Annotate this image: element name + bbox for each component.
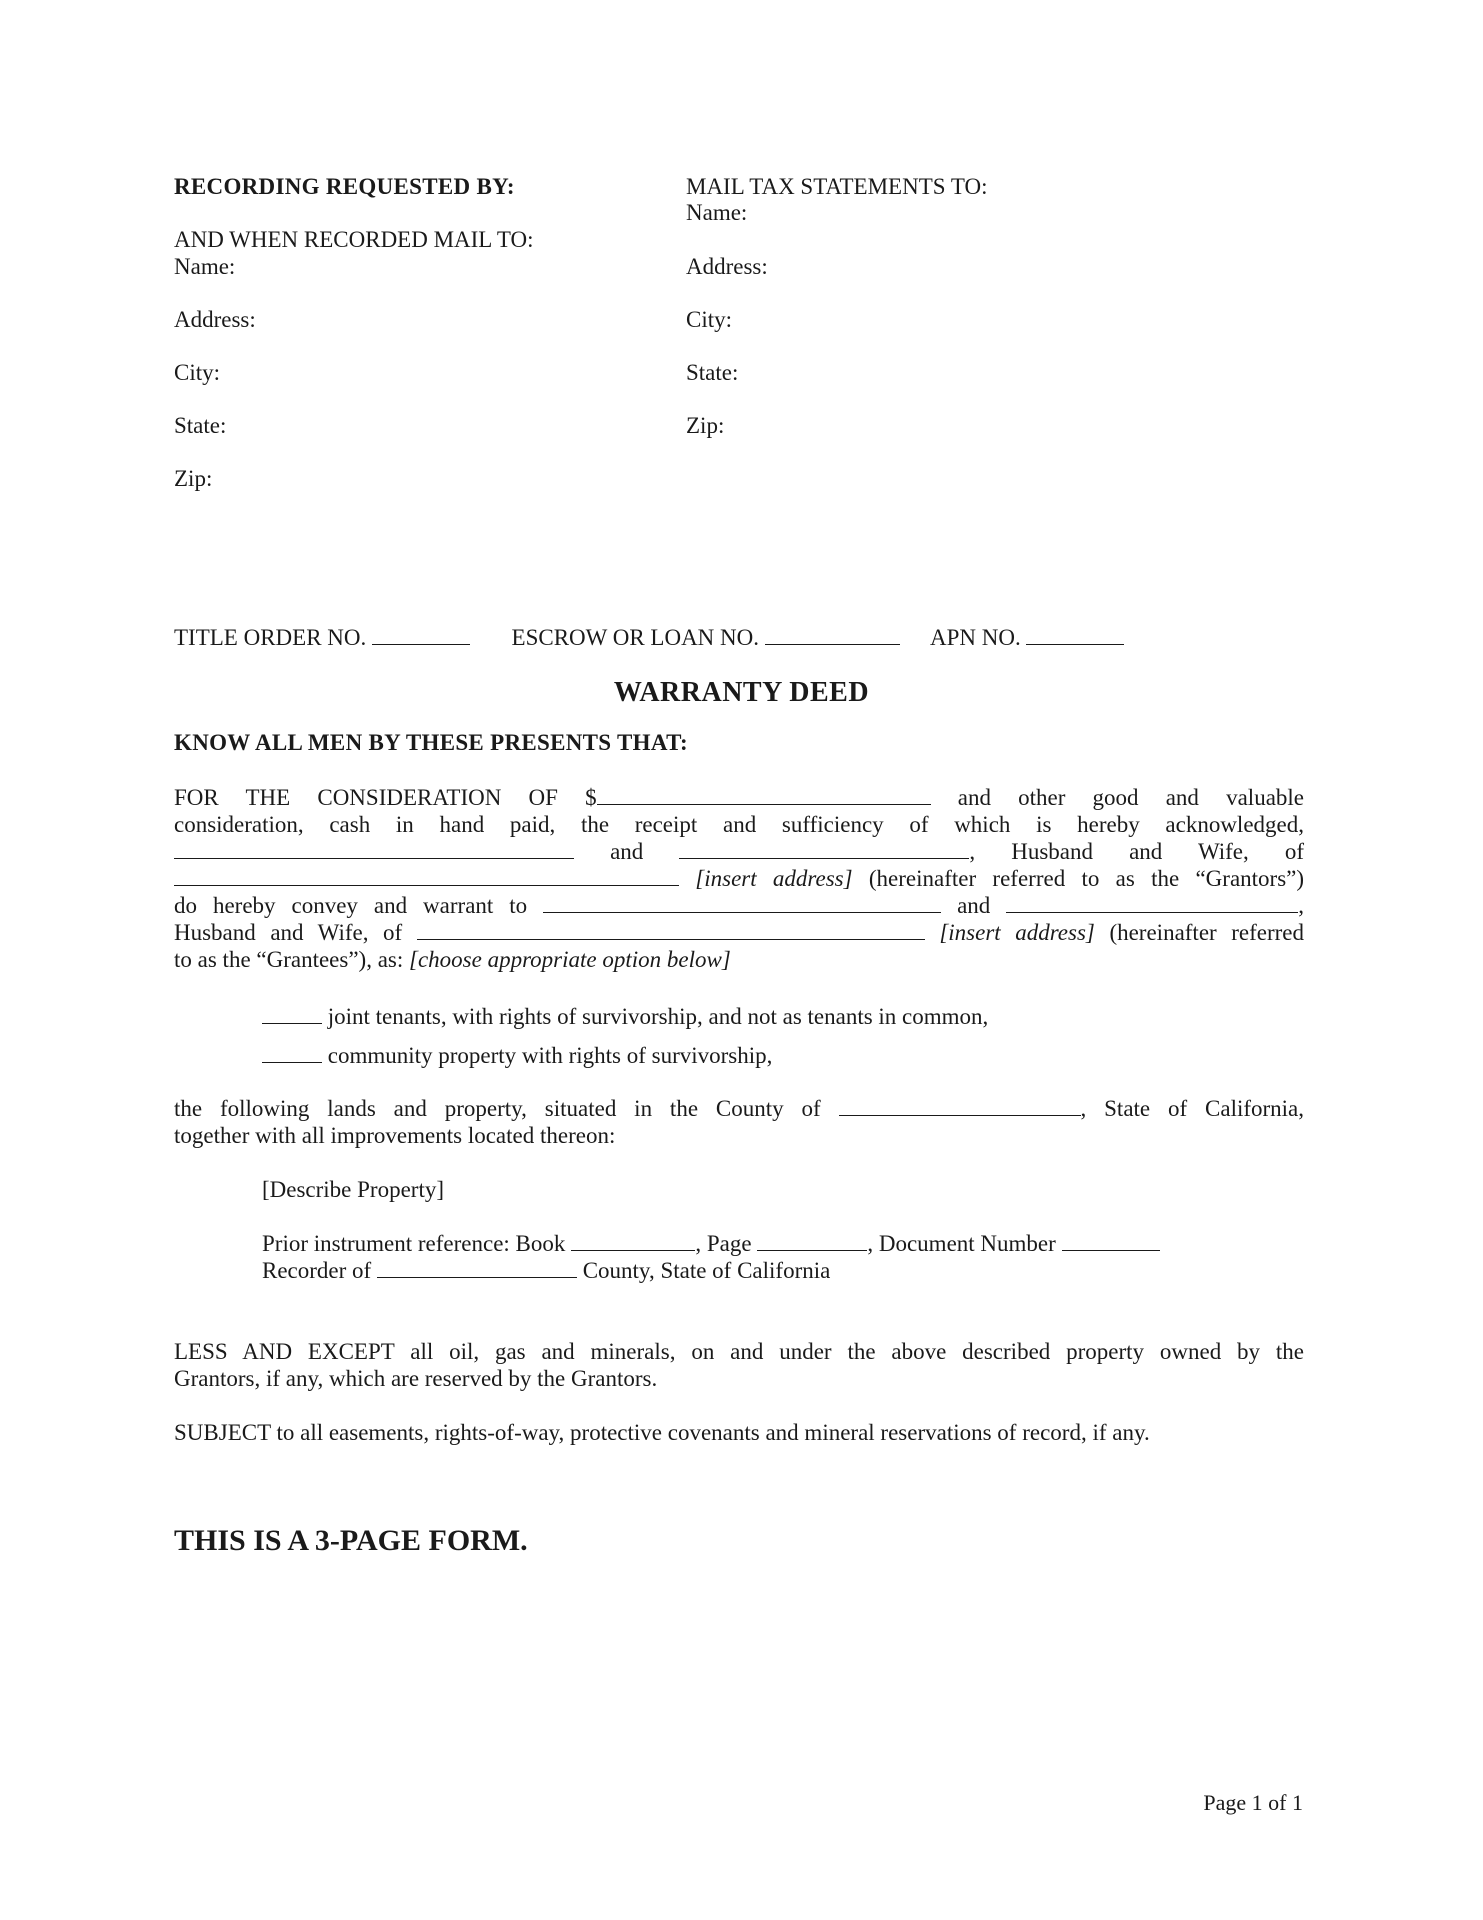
grantee-address-blank[interactable] xyxy=(417,919,925,940)
less-except-line-1: LESS AND EXCEPT all oil, gas and minerals, on and under the above described property owned by the xyxy=(174,1339,1304,1364)
right-state-field: State: xyxy=(686,360,739,385)
consideration-text: FOR THE CONSIDERATION OF $ xyxy=(174,785,597,810)
prior-instrument-line xyxy=(262,1230,1160,1257)
consideration-line-2: consideration, cash in hand paid, the receipt and sufficiency of which is hereby acknowledged, xyxy=(174,812,1304,837)
title-order-blank[interactable] xyxy=(372,624,470,645)
three-page-notice: THIS IS A 3-PAGE FORM. xyxy=(174,1524,528,1557)
option-joint-tenants xyxy=(262,1003,988,1030)
page-blank[interactable] xyxy=(757,1230,867,1251)
page-number: Page 1 of 1 xyxy=(1203,1790,1303,1815)
convey-text: do hereby convey and warrant to xyxy=(174,893,528,918)
recorder-text: Recorder of xyxy=(262,1258,372,1283)
recorder-county-blank[interactable] xyxy=(377,1257,577,1278)
apn-label: APN NO. xyxy=(930,625,1021,650)
escrow-label: ESCROW OR LOAN NO. xyxy=(511,625,760,650)
left-zip-field: Zip: xyxy=(174,466,213,491)
when-recorded-mail-to-label: AND WHEN RECORDED MAIL TO: xyxy=(174,227,534,252)
consideration-amount-blank[interactable] xyxy=(597,784,931,805)
lands-text: the following lands and property, situated in the County of xyxy=(174,1096,821,1121)
know-all-heading: KNOW ALL MEN BY THESE PRESENTS THAT: xyxy=(174,730,688,755)
document-title: WARRANTY DEED xyxy=(613,677,870,708)
consideration-paragraph xyxy=(174,784,1304,973)
subject-paragraph: SUBJECT to all easements, rights-of-way, protective covenants and mineral reservations of record, if any. xyxy=(174,1420,1150,1445)
book-blank[interactable] xyxy=(571,1230,695,1251)
right-zip-field: Zip: xyxy=(686,413,725,438)
prior-book-text: Prior instrument reference: Book xyxy=(262,1231,566,1256)
grantor-2-blank[interactable] xyxy=(679,838,969,859)
consideration-text-b: and other good and valuable xyxy=(957,785,1304,810)
page-text: , Page xyxy=(695,1231,752,1256)
document-number-text: , Document Number xyxy=(867,1231,1056,1256)
recorder-line xyxy=(262,1257,830,1284)
option-text: community property with rights of survivorship, xyxy=(327,1043,773,1068)
lands-paragraph xyxy=(174,1095,1304,1149)
title-order-label: TITLE ORDER NO. xyxy=(174,625,367,650)
left-state-field: State: xyxy=(174,413,227,438)
mail-tax-statements-label: MAIL TAX STATEMENTS TO: xyxy=(686,174,988,199)
insert-address-note: [insert address] xyxy=(939,920,1095,945)
document-number-blank[interactable] xyxy=(1062,1230,1160,1251)
grantor-address-blank[interactable] xyxy=(174,865,679,886)
grantees-text: to as the “Grantees”), as: xyxy=(174,947,404,972)
option-blank[interactable] xyxy=(262,1042,322,1063)
grantee-1-blank[interactable] xyxy=(543,892,941,913)
describe-property: [Describe Property] xyxy=(262,1177,445,1202)
option-text: joint tenants, with rights of survivorship, and not as tenants in common, xyxy=(327,1004,989,1029)
left-name-field: Name: xyxy=(174,254,236,279)
lands-line-2: together with all improvements located thereon: xyxy=(174,1123,616,1148)
choose-option-note: [choose appropriate option below] xyxy=(409,947,731,972)
recording-requested-by-label: RECORDING REQUESTED BY: xyxy=(174,174,515,199)
husband-wife-of-text: Husband and Wife, of xyxy=(174,920,403,945)
grantor-1-blank[interactable] xyxy=(174,838,574,859)
and-text: and xyxy=(610,839,644,864)
insert-address-note: [insert address] xyxy=(695,866,853,891)
county-blank[interactable] xyxy=(839,1095,1081,1116)
and-text: and xyxy=(957,893,991,918)
escrow-blank[interactable] xyxy=(765,624,900,645)
right-city-field: City: xyxy=(686,307,733,332)
left-address-field: Address: xyxy=(174,307,256,332)
option-community-property xyxy=(262,1042,772,1069)
grantees-definition: (hereinafter referred xyxy=(1109,920,1305,945)
apn-blank[interactable] xyxy=(1026,624,1124,645)
county-state-text: County, State of California xyxy=(582,1258,831,1283)
less-except-paragraph xyxy=(174,1338,1304,1392)
reference-numbers-row xyxy=(174,624,1124,651)
state-text: , State of California, xyxy=(1080,1096,1305,1121)
right-name-field: Name: xyxy=(686,200,748,225)
grantee-2-blank[interactable] xyxy=(1006,892,1298,913)
less-except-line-2: Grantors, if any, which are reserved by the Grantors. xyxy=(174,1366,658,1391)
option-blank[interactable] xyxy=(262,1003,322,1024)
right-address-field: Address: xyxy=(686,254,768,279)
grantors-definition: (hereinafter referred to as the “Grantors”) xyxy=(868,866,1305,891)
husband-wife-text: , Husband and Wife, of xyxy=(969,839,1305,864)
left-city-field: City: xyxy=(174,360,221,385)
comma: , xyxy=(1298,893,1305,918)
